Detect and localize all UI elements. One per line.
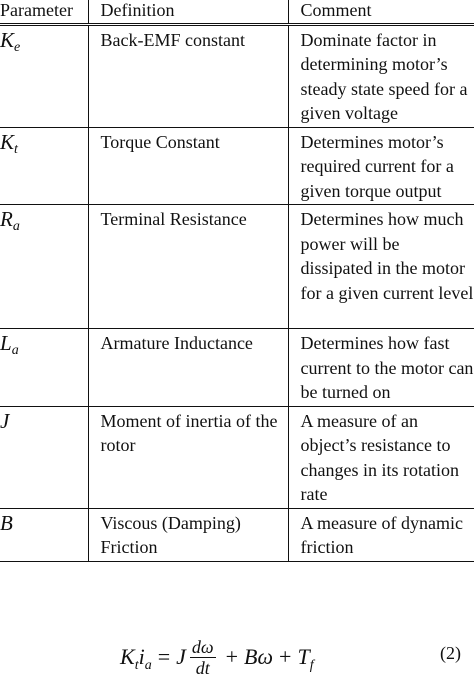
table-header-row xyxy=(0,0,474,24)
fraction-numerator: dω xyxy=(191,636,214,657)
equation-friction-term: $T_f$ xyxy=(297,644,314,673)
equation-damping-term: Bω xyxy=(244,644,274,669)
parameter-definition: Terminal Resistance xyxy=(88,205,288,329)
equation-coefficient: J xyxy=(176,644,186,669)
table-row xyxy=(0,24,474,127)
fraction-denominator: dt xyxy=(195,657,210,678)
plus-sign: + xyxy=(279,644,292,669)
header-parameter: Parameter xyxy=(0,0,88,24)
parameter-comment: Dominate factor in determining motor’s steady state speed for a given voltage xyxy=(288,24,474,127)
parameter-symbol: B xyxy=(0,510,13,535)
header-definition: Definition xyxy=(88,0,288,24)
parameter-symbol: $K_e$ xyxy=(0,27,21,55)
plus-sign: + xyxy=(225,644,239,669)
parameter-symbol: $R_a$ xyxy=(0,207,20,234)
table-row xyxy=(0,329,474,407)
derivative-fraction xyxy=(190,637,216,678)
parameter-comment: Determines how fast current to the motor can be turned on xyxy=(288,329,474,407)
table-header xyxy=(0,0,474,24)
parameter-definition: Viscous (Damping) Friction xyxy=(88,508,288,561)
parameter-symbol: J xyxy=(0,408,10,433)
parameter-definition: Torque Constant xyxy=(88,127,288,205)
table-row xyxy=(0,508,474,561)
equation-lhs: $K_ti_a$ xyxy=(120,644,152,673)
parameter-definition: Moment of inertia of the rotor xyxy=(88,406,288,508)
table-body xyxy=(0,24,474,561)
table-row xyxy=(0,205,474,329)
header-comment: Comment xyxy=(288,0,474,24)
parameter-comment: A measure of dynamic friction xyxy=(288,508,474,561)
equals-sign: = xyxy=(157,644,171,669)
equation-number: (2) xyxy=(440,643,461,663)
parameter-comment: Determines motor’s required current for a given torque output xyxy=(288,127,474,205)
equation xyxy=(120,632,314,682)
table-row xyxy=(0,406,474,508)
parameter-symbol: $L_a$ xyxy=(0,331,19,358)
parameter-symbol: $K_t$ xyxy=(0,129,18,157)
parameter-comment: A measure of an object’s resistance to changes in its rotation rate xyxy=(288,406,474,508)
parameter-comment: Determines how much power will be dissipated in the motor for a given current level xyxy=(288,205,474,329)
table-row xyxy=(0,127,474,205)
parameter-definition: Armature Inductance xyxy=(88,329,288,407)
parameter-definition: Back-EMF constant xyxy=(88,24,288,127)
